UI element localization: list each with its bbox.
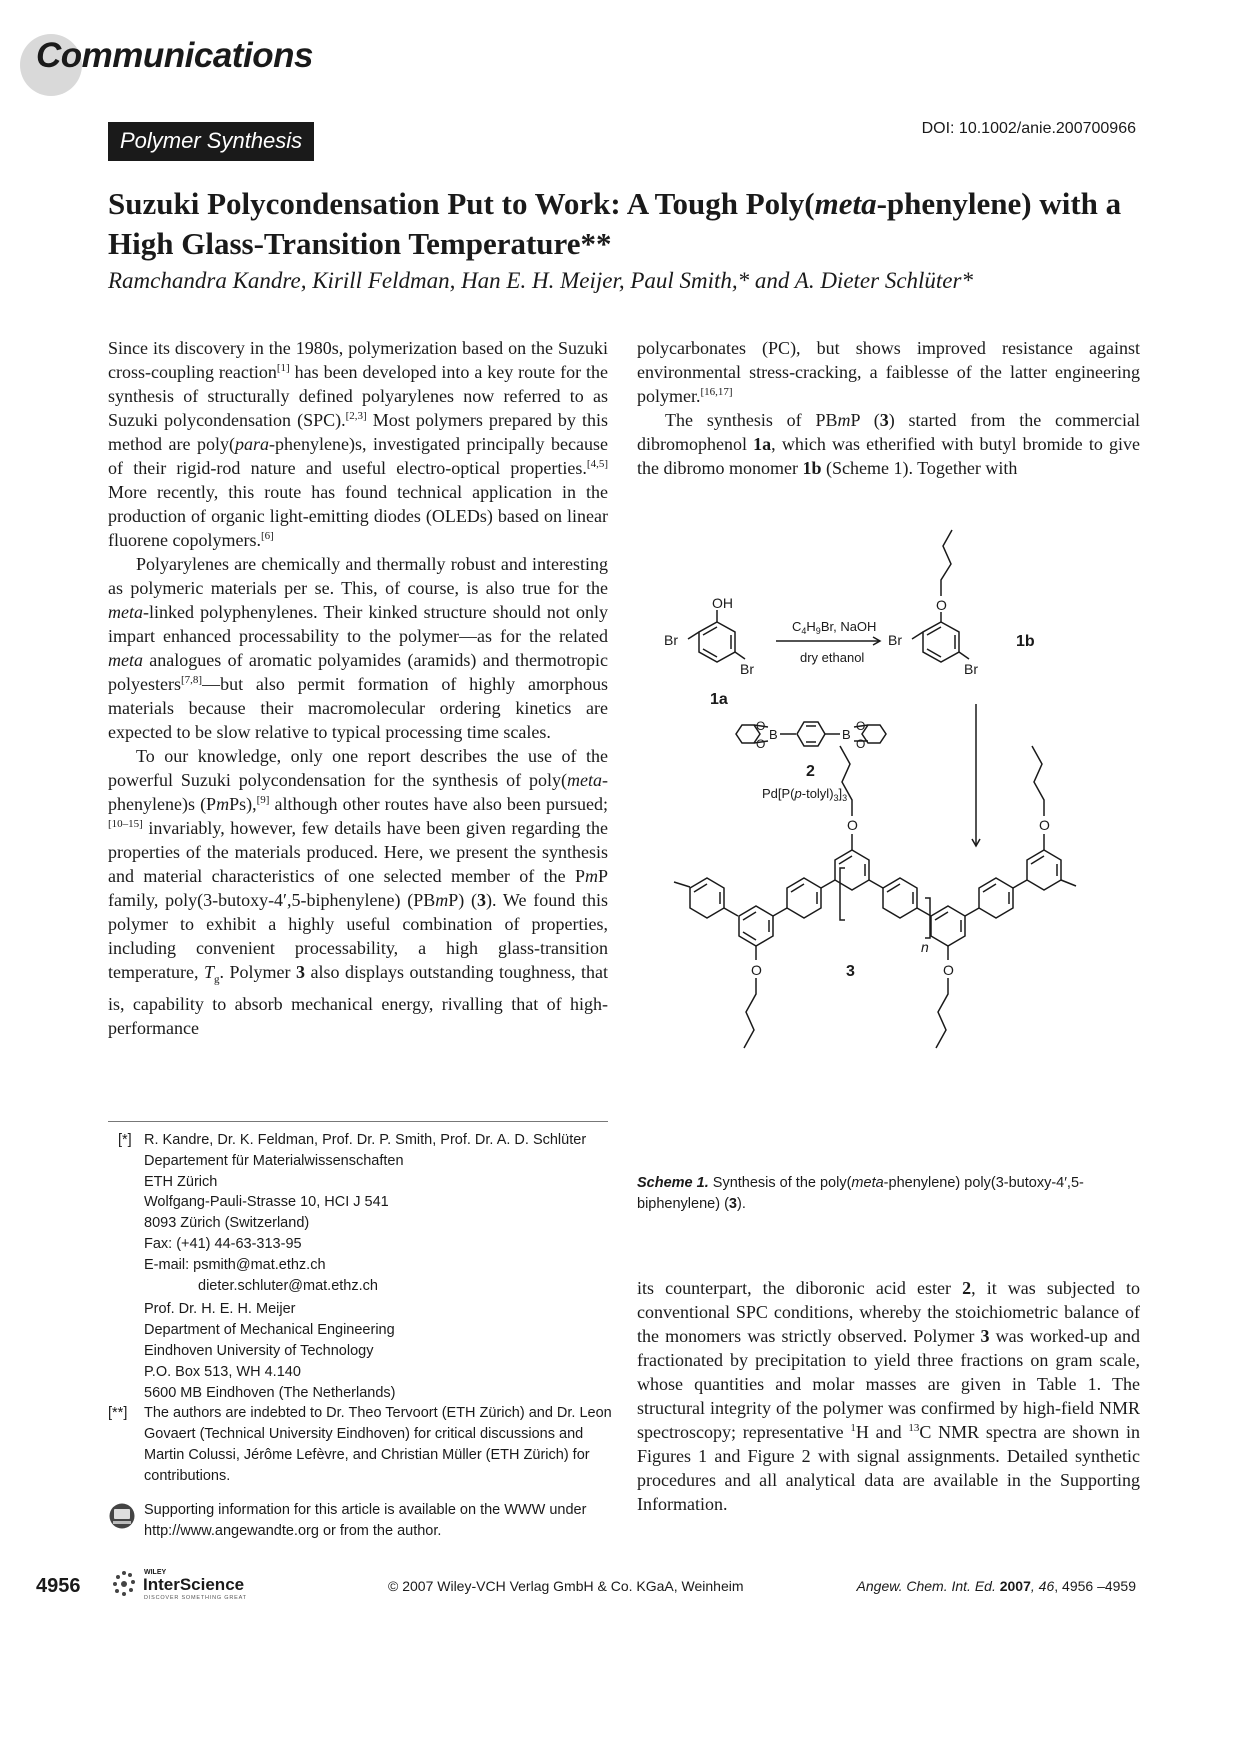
- paragraph: polycarbonates (PC), but shows improved resistance against environmental stress-cracking, a faiblesse of the latter engineering polymer.[16,17]: [637, 338, 1140, 406]
- citation-ref[interactable]: [2,3]: [345, 410, 367, 422]
- polymer-3-label: 3: [846, 963, 855, 980]
- bromine-label: Br: [740, 661, 754, 677]
- logo-dots: [113, 1571, 135, 1596]
- title-italic: meta: [814, 186, 877, 221]
- citation-ref[interactable]: [10–15]: [108, 818, 143, 830]
- citation-ref[interactable]: [1]: [276, 362, 290, 374]
- citation-ref[interactable]: [6]: [260, 530, 274, 542]
- footnote-line: Department of Mechanical Engineering: [144, 1322, 395, 1339]
- oxygen-label: O: [751, 962, 762, 978]
- oxygen-label: O: [856, 719, 866, 733]
- oxygen-label: O: [936, 597, 947, 613]
- title-part: -phenylene) with a High Glass-Transition Temperature**: [108, 186, 1122, 261]
- paragraph: The synthesis of PBmP (3) started from the commercial dibromophenol 1a, which was etherified with butyl bromide to give the dibromo monomer 1b (Scheme 1). Together with: [637, 410, 1140, 478]
- footnote-line: Eindhoven University of Technology: [144, 1342, 374, 1359]
- boron-label: B: [769, 727, 778, 742]
- body-column-right-top: [637, 336, 1140, 480]
- category-badge: Polymer Synthesis: [108, 122, 314, 161]
- affiliation-footnote: [108, 1130, 613, 1403]
- logo-wiley: WILEY: [144, 1569, 167, 1576]
- email-line[interactable]: dieter.schluter@mat.ethz.ch: [198, 1277, 378, 1294]
- footnote-mark: [*]: [118, 1132, 132, 1148]
- oxygen-label: O: [756, 737, 766, 751]
- repeat-unit-n: n: [921, 939, 929, 955]
- journal-citation: Angew. Chem. Int. Ed. 2007, 46, 4956 –4959: [856, 1578, 1136, 1594]
- author-list: Ramchandra Kandre, Kirill Feldman, Han E. H. Meijer, Paul Smith,* and A. Dieter Schlüter*: [108, 268, 973, 293]
- footnote-line: Fax: (+41) 44-63-313-95: [144, 1235, 302, 1252]
- acknowledgment-text: The authors are indebted to Dr. Theo Tervoort (ETH Zürich) and Dr. Leon Govaert (Technical University Eindhoven) for critical discussions and Martin Colussi, Jérôme Lefèvre, and Christian Müller (ETH Zürich) for contributions.: [144, 1405, 612, 1484]
- footnote-line: Prof. Dr. H. E. H. Meijer: [144, 1301, 296, 1318]
- footnote-line: R. Kandre, Dr. K. Feldman, Prof. Dr. P. Smith, Prof. Dr. A. D. Schlüter: [144, 1132, 587, 1148]
- title-part: Suzuki Polycondensation Put to Work: A Tough Poly(: [108, 186, 815, 221]
- citation-ref[interactable]: [9]: [256, 794, 270, 806]
- hydroxyl-label: OH: [712, 595, 733, 611]
- computer-icon: [108, 1503, 136, 1529]
- logo-interscience: InterScience: [143, 1575, 245, 1594]
- article-title: [108, 184, 1148, 264]
- solvent-label: dry ethanol: [800, 650, 865, 665]
- footnote-line: Departement für Materialwissenschaften: [144, 1152, 404, 1169]
- reaction-scheme: [650, 528, 1140, 1148]
- footnote-line: 8093 Zürich (Switzerland): [144, 1215, 310, 1232]
- bromine-label: Br: [888, 632, 902, 648]
- compound-2-label: 2: [806, 763, 815, 780]
- footnote-line: Wolfgang-Pauli-Strasse 10, HCI J 541: [144, 1194, 389, 1211]
- compound-1a-label: 1a: [710, 691, 728, 708]
- catalyst-label: $Pd[P(p-tolyl)_3]_3$: [762, 786, 848, 803]
- section-label: Communications: [36, 36, 313, 75]
- email-line[interactable]: E-mail: psmith@mat.ethz.ch: [144, 1256, 326, 1273]
- supporting-info-text: Supporting information for this article is available on the WWW under http://www.angewandte.org or from the author.: [144, 1502, 587, 1539]
- reagent-label: $C_4H_9Br$, NaOH: [792, 619, 877, 636]
- footnote-line: P.O. Box 513, WH 4.140: [144, 1363, 301, 1380]
- bromine-label: Br: [964, 661, 978, 677]
- oxygen-label: O: [856, 737, 866, 751]
- footnote-line: ETH Zürich: [144, 1173, 218, 1190]
- copyright: © 2007 Wiley-VCH Verlag GmbH & Co. KGaA, Weinheim: [388, 1578, 744, 1594]
- doi: DOI: 10.1002/anie.200700966: [921, 120, 1136, 137]
- scheme-bonds: [674, 530, 1076, 1048]
- footnote-divider: [108, 1121, 608, 1122]
- footnote-line: 5600 MB Eindhoven (The Netherlands): [144, 1384, 396, 1401]
- paragraph: its counterpart, the diboronic acid ester 2, it was subjected to conventional SPC conditions, whereby the stoichiometric balance of the monomers was strictly observed. Polymer 3 was worked-up and fractionated by precipitation to yield three fractions on gram scale, whose quantities and molar masses are given in Table 1. The structural integrity of the polymer was confirmed by high-field NMR spectroscopy; representative $^1$H and $^{13}$C NMR spectra are shown in Figures 1 and Figure 2 with signal assignments. Detailed synthetic procedures and all analytical data are available in the Supporting Information.: [637, 1278, 1140, 1514]
- interscience-logo: [108, 1565, 278, 1605]
- body-column-right-bottom: [637, 1276, 1140, 1516]
- oxygen-label: O: [1039, 817, 1050, 833]
- boron-label: B: [842, 727, 851, 742]
- oxygen-label: O: [847, 817, 858, 833]
- citation-ref[interactable]: [7,8]: [180, 674, 203, 686]
- supporting-info-note: [108, 1500, 613, 1542]
- scheme-caption-label: Scheme 1.: [637, 1175, 709, 1191]
- compound-1b-label: 1b: [1016, 633, 1035, 650]
- citation-ref[interactable]: [4,5]: [586, 458, 608, 470]
- footnote-mark: [**]: [108, 1405, 128, 1422]
- paragraph: To our knowledge, only one report describes the use of the powerful Suzuki polycondensation for the synthesis of poly(meta-phenylene)s (PmPs),[9] although other routes have also been pursued;[10–15] invariably, however, few details have been given regarding the properties of the materials produced. Here, we present the synthesis and material characteristics of one selected member of the PmP family, poly(3-butoxy-4′,5-biphenylene) (PBmP) (3). We found this polymer to exhibit a highly useful combination of properties, including convenient processability, a high glass-transition temperature, $T_g$. Polymer 3 also displays outstanding toughness, that is, capability to absorb mechanical energy, rivalling that of high-performance: [108, 746, 609, 1038]
- logo-tagline: DISCOVER SOMETHING GREAT: [144, 1595, 247, 1601]
- page-number: 4956: [36, 1575, 81, 1597]
- scheme-labels: [664, 595, 1050, 980]
- scheme-caption: Scheme 1. Synthesis of the poly(meta-phenylene) poly(3-butoxy-4′,5-biphenylene) (3).: [637, 1175, 1084, 1212]
- oxygen-label: O: [756, 719, 766, 733]
- citation-ref[interactable]: [16,17]: [700, 386, 733, 398]
- footnotes: [108, 1130, 613, 1487]
- oxygen-label: O: [943, 962, 954, 978]
- bromine-label: Br: [664, 632, 678, 648]
- acknowledgment-footnote: [108, 1403, 613, 1486]
- body-column-left: [108, 336, 608, 1040]
- paragraph: Polyarylenes are chemically and thermally robust and interesting as polymeric materials per se. This, of course, is also true for the meta-linked polyphenylenes. Their kinked structure should not only impart enhanced processability to the polymer—as for the related meta analogues of aromatic polyamides (aramids) and thermotropic polyesters[7,8]—but also permit formation of highly amorphous materials because their macromolecular ordering kinetics are expected to be slow relative to typical processing time scales.: [108, 554, 608, 742]
- paragraph: Since its discovery in the 1980s, polymerization based on the Suzuki cross-coupling reaction[1] has been developed into a key route for the synthesis of structurally defined polyarylenes now referred to as Suzuki polycondensation (SPC).[2,3] Most polymers prepared by this method are poly(para-phenylene)s, investigated principally because of their rigid-rod nature and useful electro-optical properties.[4,5] More recently, this route has found technical application in the production of organic light-emitting diodes (OLEDs) based on linear fluorene copolymers.[6]: [108, 338, 608, 550]
